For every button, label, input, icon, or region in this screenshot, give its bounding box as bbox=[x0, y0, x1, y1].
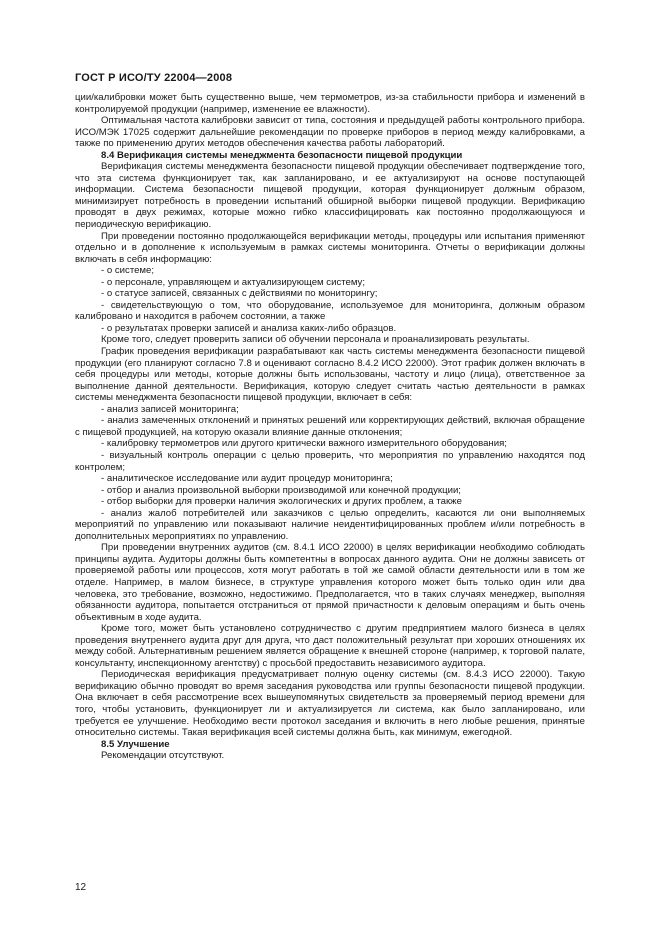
paragraph: Кроме того, следует проверить записи об обучении персонала и проанализировать результаты. bbox=[101, 334, 530, 346]
paragraph: При проведении внутренних аудитов (см. 8.4.1 ИСО 22000) в целях верификации необходимо соблюдать принципы аудита. Аудиторы должны быть компетентны в вопросах данного аудита. Они не должны зависеть от проверяемой работы или процессов, хотя могут работать в той же самой области деятельности или в том же отделе. Например, в малом бизнесе, в структуре управления которого может быть только один или два человека, это требование, возможно, недостижимо. Предполагается, что в таких случаях менеджер, выполняя обязанности аудитора, попытается отстраниться от прямой причастности к деловым операциям и быть очень объективным в ходе аудита. bbox=[75, 542, 585, 623]
list-item: - визуальный контроль операции с целью проверить, что мероприятия по управлению находятся под контролем; bbox=[75, 449, 585, 473]
section-heading-8-4: 8.4 Верификация системы менеджмента безопасности пищевой продукции bbox=[101, 149, 463, 161]
paragraph: ции/калибровки может быть существенно выше, чем термометров, из-за стабильности прибора и изменений в контролируемой продукции (например, изменение ее влажности). bbox=[75, 92, 585, 115]
list-item: - свидетельствующую о том, что оборудование, используемое для мониторинга, должным образом калибровано и находится в рабочем состоянии, а также bbox=[75, 299, 585, 323]
paragraph: Оптимальная частота калибровки зависит от типа, состояния и предыдущей работы контрольного прибора. ИСО/МЭК 17025 содержит дальнейшие рекомендации по проверке приборов в период между калибровками, а также по применению других методов обеспечения качества работы лабораторий. bbox=[75, 115, 585, 150]
page-number: 12 bbox=[75, 882, 87, 893]
list-item: - калибровку термометров или другого критически важного измерительного оборудования; bbox=[101, 438, 507, 450]
paragraph: Периодическая верификация предусматривает полную оценку системы (см. 8.4.3 ИСО 22000). Такую верификацию обычно проводят во время заседания руководства или группы безопасности пищевой продукции. Она включает в себя рассмотрение всех вышеупомянутых свидетельств за проверяемый период времени для того, чтобы установить, функционирует ли и актуализируется ли система, как было запланировано, или требуется ее улучшение. Необходимо вести протокол заседания и включить в него любые решения, принятые относительно системы. Такая верификация всей системы должна быть, как минимум, ежегодной. bbox=[75, 669, 585, 739]
list-item: - о статусе записей, связанных с действиями по мониторингу; bbox=[101, 288, 378, 300]
list-item: - отбор выборки для проверки наличия экологических и других проблем, а также bbox=[101, 496, 462, 508]
paragraph: Верификация системы менеджмента безопасности пищевой продукции обеспечивает подтверждение того, что эта система функционирует так, как запланировано, и ее актуализируют на основе поступающей информации. Система безопасности пищевой продукции, которая функционирует должным образом, минимизирует потребность в проведении испытаний обширной выборки пищевой продукции. Верификацию проводят в двух режимах, которые можно гибко классифицировать как постоянно продолжающуюся и периодическую верификацию. bbox=[75, 161, 585, 231]
paragraph: График проведения верификации разрабатывают как часть системы менеджмента безопасности пищевой продукции (его планируют согласно 7.8 и оценивают согласно 8.4.2 ИСО 22000). Этот график должен включать в себя процедуры или методы, которые должны быть использованы, частоту и лицо (лица), ответственное за выполнение данной деятельности. Верификация, которую следует считать частью деятельности в рамках системы менеджмента безопасности пищевой продукции, включает в себя: bbox=[75, 346, 585, 404]
list-item: - о системе; bbox=[101, 265, 155, 277]
list-item: - анализ замеченных отклонений и принятых решений или корректирующих действий, включая обращение с пищевой продукцией, на которую оказали влияние данные отклонения; bbox=[75, 415, 585, 438]
list-item: - отбор и анализ произвольной выборки производимой или конечной продукции; bbox=[101, 484, 461, 496]
paragraph: Кроме того, может быть установлено сотрудничество с другим предприятием малого бизнеса в целях проведения внутреннего аудита друг для друга, что даст положительный результат при хороших отношениях их между собой. Альтернативным решением является обращение к внешней стороне (например, к торговой палате, консультанту, инспекционному агентству) с просьбой предоставить независимого аудитора. bbox=[75, 623, 585, 669]
document-body bbox=[75, 92, 585, 762]
section-heading-8-5: 8.5 Улучшение bbox=[101, 738, 170, 750]
list-item: - о персонале, управляющем и актуализирующем систему; bbox=[101, 276, 366, 288]
list-item: - аналитическое исследование или аудит процедур мониторинга; bbox=[101, 473, 393, 485]
list-item: - о результатах проверки записей и анализа каких-либо образцов. bbox=[101, 322, 397, 334]
paragraph: При проведении постоянно продолжающейся верификации методы, процедуры или испытания применяют отдельно и в дополнение к используемым в рамках системы мониторинга. Отчеты о верификации должны включать в себя информацию: bbox=[75, 230, 585, 265]
list-item: - анализ записей мониторинга; bbox=[101, 403, 239, 415]
paragraph: Рекомендации отсутствуют. bbox=[101, 750, 225, 762]
list-item: - анализ жалоб потребителей или заказчиков с целью определить, касаются ли они выполняемых мероприятий по управлению или показывают наличие неидентифицированных проблем и/или потребность в дополнительных мероприятиях по управлению. bbox=[75, 507, 585, 542]
document-header: ГОСТ Р ИСО/ТУ 22004—2008 bbox=[75, 72, 233, 84]
